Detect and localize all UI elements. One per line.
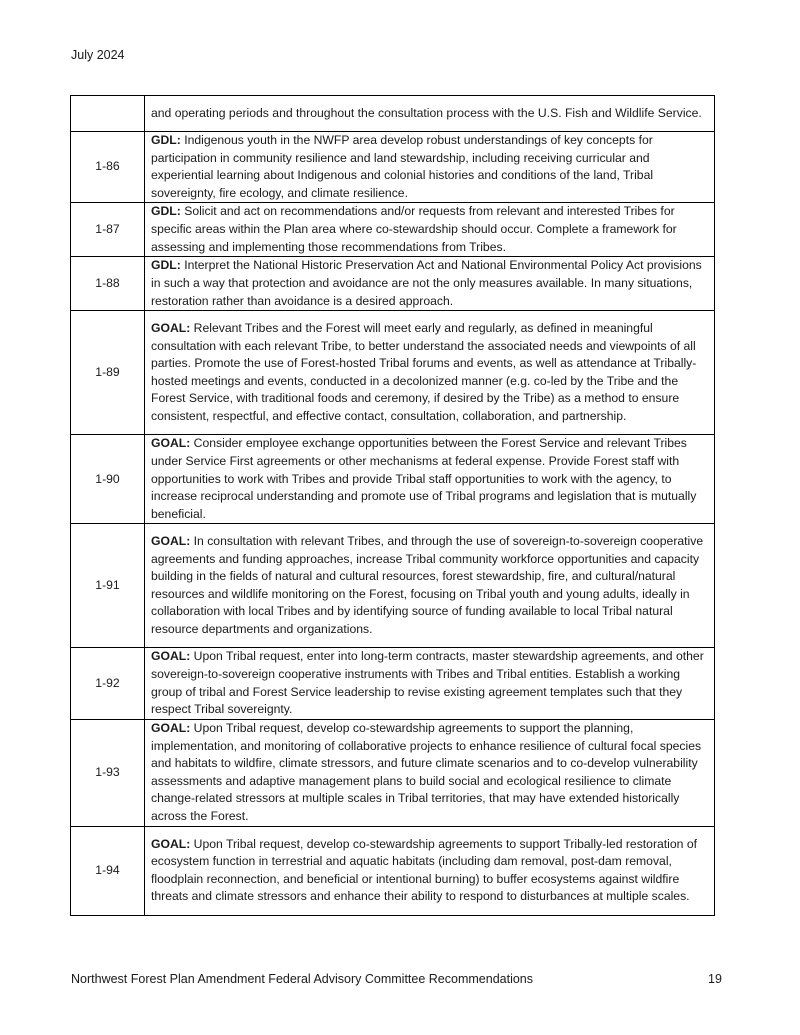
row-body: Upon Tribal request, enter into long-term contracts, master stewardship agreements, and other sovereign-to-sovereign cooperative instruments with Tribes and Tribal entities. Establish a working group of tribal and Forest Service leadership to revise existing agreement templates such that they respect Tribal sovereignty. [151,649,704,717]
row-body: Solicit and act on recommendations and/or requests from relevant and interested Tribes for specific areas within the Plan area where co-stewardship should occur. Complete a framework for assessing and implementing those recommendations from Tribes. [151,204,677,254]
row-body: and operating periods and throughout the consultation process with the U.S. Fish and Wildlife Service. [151,105,702,120]
row-id: 1-89 [71,311,145,435]
table-row [71,96,715,132]
row-label: GDL: [151,133,181,147]
table-row [71,826,715,915]
table-row [71,435,715,524]
table-row [71,203,715,257]
row-label: GDL: [151,204,181,219]
row-label: GOAL: [151,321,191,336]
row-text [145,435,715,524]
table-row [71,257,715,311]
table-row [71,524,715,648]
row-label: GOAL: [151,720,191,735]
page-header-date: July 2024 [71,48,125,62]
row-text [145,257,715,311]
footer-document-title: Northwest Forest Plan Amendment Federal Advisory Committee Recommendations [71,972,533,986]
row-id: 1-87 [71,203,145,257]
table-row [71,311,715,435]
row-id: 1-93 [71,719,145,826]
row-text [145,203,715,257]
row-id: 1-94 [71,826,145,915]
row-id: 1-88 [71,257,145,311]
row-label: GOAL: [151,534,191,549]
row-text [145,311,715,435]
row-text [145,826,715,915]
row-body: Upon Tribal request, develop co-stewardship agreements to support Tribally-led restoration of ecosystem function in terrestrial and aquatic habitats (including dam removal, post-dam removal, floodplain reconnection, and beneficial or intentional burning) to buffer ecosystems against wildfire threats and climate stressors and enhance their ability to respond to disturbances at multiple scales. [151,836,697,904]
row-body: Relevant Tribes and the Forest will meet early and regularly, as defined in meaningful consultation with each relevant Tribe, to better understand the associated needs and viewpoints of all parties. Promote the use of Forest-hosted Tribal forums and events, as well as attendance at Tribally-hosted meetings and events, conducted in a decolonized manner (e.g. co-led by the Tribe and the Forest Service, with traditional foods and ceremony, if desired by the Tribe) as a method to ensure consistent, respectful, and effective contact, consultation, collaboration, and partnership. [151,321,697,424]
row-id: 1-90 [71,435,145,524]
row-text [145,524,715,648]
table-row [71,648,715,719]
table-row [71,719,715,826]
row-label: GOAL: [151,436,191,451]
row-label: GDL: [151,258,181,273]
row-body: Consider employee exchange opportunities between the Forest Service and relevant Tribes under Service First agreements or other mechanisms at federal expense. Provide Forest staff with opportunities to work with Tribes and provide Tribal staff opportunities to work with the agency, to increase reciprocal understanding and promote use of Tribal programs and legislation that is mutually beneficial. [151,436,697,521]
row-body: Interpret the National Historic Preservation Act and National Environmental Policy Act provisions in such a way that protection and avoidance are not the only measures available. In many situations, restoration rather than avoidance is a desired approach. [151,258,702,308]
row-body: Upon Tribal request, develop co-stewardship agreements to support the planning, implementation, and monitoring of collaborative projects to enhance resilience of cultural focal species and habitats to wildfire, climate stressors, and future climate scenarios and to co-develop vulnerability assessments and adaptive management plans to build social and ecological resilience to climate change-related stressors at multiple scales in Tribal territories, that may have extended historically across the Forest. [151,720,702,823]
footer-page-number: 19 [708,972,722,986]
recommendations-table-body [71,96,715,916]
row-text [145,719,715,826]
row-text [145,648,715,719]
row-text [145,96,715,132]
recommendations-table [70,95,715,916]
row-label: GOAL: [151,836,191,851]
row-id: 1-91 [71,524,145,648]
row-body: In consultation with relevant Tribes, and through the use of sovereign-to-sovereign cooperative agreements and funding approaches, increase Tribal community workforce opportunities and capacity building in the fields of natural and cultural resources, forest stewardship, fire, and cultural/natural resources and wildlife monitoring on the Forest, focusing on Tribal youth and young adults, ideally in collaboration with local Tribes and by identifying source of funding available to local Tribal natural resource departments and organizations. [151,534,704,637]
row-label: GOAL: [151,649,191,664]
row-id: 1-92 [71,648,145,719]
row-id [71,96,145,132]
row-text [145,132,715,203]
table-row [71,132,715,203]
row-id: 1-86 [71,132,145,203]
row-body: Indigenous youth in the NWFP area develop robust understandings of key concepts for participation in community resilience and land stewardship, including receiving curricular and experiential learning about Indigenous and colonial histories and conditions of the land, Tribal sovereignty, fire ecology, and climate resilience. [151,133,654,200]
